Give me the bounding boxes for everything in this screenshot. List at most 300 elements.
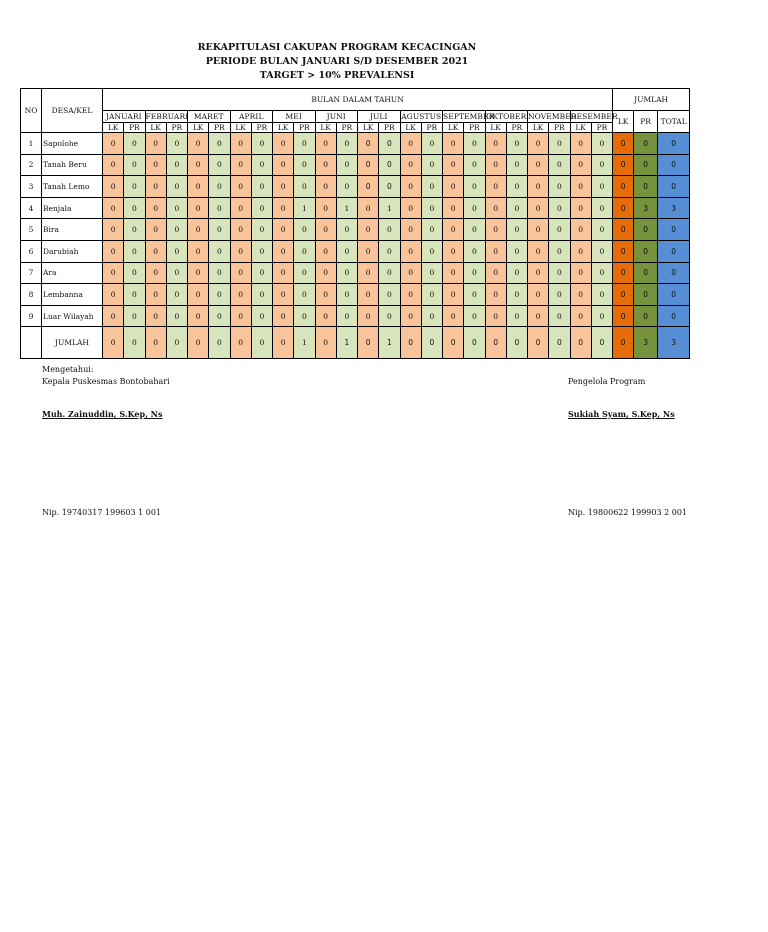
- lk-cell: 0: [103, 284, 124, 306]
- pr-cell: 0: [251, 176, 272, 198]
- right-signer-nip: Nip. 19800622 199903 2 001: [568, 508, 688, 517]
- pr-cell: 0: [336, 176, 357, 198]
- total-lk-cell: 0: [613, 176, 634, 198]
- lk-cell: 0: [443, 197, 464, 219]
- row-number: 1: [21, 133, 42, 155]
- pr-cell: 0: [251, 154, 272, 176]
- pr-cell: 0: [124, 305, 145, 327]
- row-number: 2: [21, 154, 42, 176]
- total-cell: 0: [658, 219, 690, 241]
- pr-cell: 0: [379, 133, 400, 155]
- lk-cell: 0: [273, 197, 294, 219]
- lk-cell: 0: [443, 219, 464, 241]
- lk-subheader: LK: [188, 123, 209, 133]
- lk-cell: 0: [528, 284, 549, 306]
- lk-cell: 0: [188, 240, 209, 262]
- pr-cell: 0: [421, 197, 442, 219]
- total-pr-cell: 0: [634, 154, 658, 176]
- row-number: 3: [21, 176, 42, 198]
- pr-cell: 0: [421, 154, 442, 176]
- lk-cell: 0: [400, 284, 421, 306]
- desa-name: Darubiah: [42, 240, 103, 262]
- lk-cell: 0: [443, 133, 464, 155]
- desa-name: Tanah Lemo: [42, 176, 103, 198]
- lk-cell: 0: [188, 219, 209, 241]
- lk-cell: 0: [230, 284, 251, 306]
- pr-cell: 0: [251, 305, 272, 327]
- pr-cell: 0: [591, 133, 612, 155]
- left-signer-nip: Nip. 19740317 199603 1 001: [42, 508, 162, 517]
- lk-cell: 0: [400, 262, 421, 284]
- report-period: PERIODE BULAN JANUARI S/D DESEMBER 2021: [205, 56, 469, 67]
- lk-cell: 0: [570, 284, 591, 306]
- pr-cell: 0: [464, 176, 485, 198]
- lk-subheader: LK: [230, 123, 251, 133]
- total-pr-cell: 0: [634, 240, 658, 262]
- lk-cell: 0: [485, 284, 506, 306]
- lk-cell: 0: [145, 133, 166, 155]
- pr-cell: 0: [336, 262, 357, 284]
- pr-subheader: PR: [421, 123, 442, 133]
- lk-cell: 0: [273, 154, 294, 176]
- desa-name: Tanah Beru: [42, 154, 103, 176]
- pr-cell: 0: [549, 240, 570, 262]
- lk-cell: 0: [485, 197, 506, 219]
- pr-cell: 0: [506, 305, 527, 327]
- pr-cell: 0: [251, 262, 272, 284]
- pr-cell: 0: [379, 262, 400, 284]
- table-row: [21, 305, 690, 327]
- table-row: [21, 219, 690, 241]
- pr-cell: 0: [464, 240, 485, 262]
- pr-cell: 0: [336, 219, 357, 241]
- pr-cell: 0: [209, 197, 230, 219]
- total-pr-cell: 3: [634, 197, 658, 219]
- lk-cell: 0: [188, 197, 209, 219]
- lk-cell: 0: [315, 154, 336, 176]
- total-lk-cell: 0: [613, 262, 634, 284]
- pr-cell: 0: [251, 240, 272, 262]
- lk-cell: 0: [273, 219, 294, 241]
- pr-cell: 1: [336, 327, 357, 359]
- pr-cell: 0: [124, 133, 145, 155]
- lk-cell: 0: [188, 305, 209, 327]
- pr-cell: 0: [124, 176, 145, 198]
- lk-cell: 0: [145, 327, 166, 359]
- total-header: TOTAL: [658, 111, 690, 133]
- pr-cell: 0: [464, 327, 485, 359]
- lk-cell: 0: [570, 176, 591, 198]
- lk-cell: 0: [273, 240, 294, 262]
- pr-cell: 0: [549, 176, 570, 198]
- pr-cell: 0: [464, 133, 485, 155]
- total-pr-cell: 0: [634, 305, 658, 327]
- lk-cell: 0: [485, 305, 506, 327]
- pr-cell: 0: [209, 262, 230, 284]
- total-cell: 0: [658, 154, 690, 176]
- table-row: [21, 133, 690, 155]
- mengetahui-label: Mengetahui:: [42, 365, 94, 374]
- pr-cell: 0: [549, 219, 570, 241]
- month-header: JULI: [358, 111, 401, 123]
- total-lk-cell: 0: [613, 219, 634, 241]
- pr-cell: 0: [464, 197, 485, 219]
- pr-cell: 0: [549, 133, 570, 155]
- lk-cell: 0: [400, 327, 421, 359]
- lk-cell: 0: [188, 262, 209, 284]
- pr-cell: 0: [506, 176, 527, 198]
- lk-cell: 0: [528, 262, 549, 284]
- total-lk-cell: 0: [613, 197, 634, 219]
- lk-cell: 0: [443, 305, 464, 327]
- lk-cell: 0: [358, 240, 379, 262]
- pr-cell: 0: [336, 284, 357, 306]
- lk-cell: 0: [145, 262, 166, 284]
- pr-cell: 0: [124, 219, 145, 241]
- month-header: MARET: [188, 111, 231, 123]
- month-header: APRIL: [230, 111, 273, 123]
- pr-cell: 0: [166, 327, 187, 359]
- lk-cell: 0: [230, 133, 251, 155]
- pr-cell: 0: [379, 176, 400, 198]
- lk-cell: 0: [315, 240, 336, 262]
- desa-name: Bira: [42, 219, 103, 241]
- pr-cell: 0: [591, 197, 612, 219]
- total-lk-cell: 0: [613, 133, 634, 155]
- recap-table: [20, 88, 690, 359]
- pr-cell: 0: [506, 262, 527, 284]
- report-title: REKAPITULASI CAKUPAN PROGRAM KECACINGAN: [197, 42, 477, 53]
- total-cell: 3: [658, 197, 690, 219]
- pr-cell: 0: [251, 219, 272, 241]
- lk-cell: 0: [570, 219, 591, 241]
- pr-cell: 0: [166, 197, 187, 219]
- pr-subheader: PR: [464, 123, 485, 133]
- pr-cell: 0: [336, 305, 357, 327]
- pr-cell: 0: [166, 240, 187, 262]
- lk-cell: 0: [485, 154, 506, 176]
- pr-cell: 0: [294, 219, 315, 241]
- report-target: TARGET > 10% PREVALENSI: [259, 70, 415, 81]
- desa-name: Ara: [42, 262, 103, 284]
- lk-cell: 0: [273, 133, 294, 155]
- total-pr-cell: 0: [634, 219, 658, 241]
- lk-cell: 0: [485, 219, 506, 241]
- pr-cell: 0: [421, 219, 442, 241]
- month-header: NOVEMBER: [528, 112, 577, 121]
- pr-cell: 0: [591, 284, 612, 306]
- lk-cell: 0: [315, 197, 336, 219]
- pr-cell: 0: [294, 284, 315, 306]
- lk-cell: 0: [103, 176, 124, 198]
- month-header: AGUSTUS: [401, 112, 442, 121]
- lk-cell: 0: [570, 154, 591, 176]
- pr-cell: 0: [166, 284, 187, 306]
- total-cell: 0: [658, 176, 690, 198]
- pr-cell: 0: [294, 133, 315, 155]
- pr-cell: 1: [379, 327, 400, 359]
- total-cell: 0: [658, 262, 690, 284]
- pr-cell: 0: [464, 262, 485, 284]
- lk-cell: 0: [443, 327, 464, 359]
- lk-subheader: LK: [273, 123, 294, 133]
- lk-cell: 0: [400, 176, 421, 198]
- month-header: MEI: [273, 111, 316, 123]
- table-row: [21, 240, 690, 262]
- total-pr-cell: 0: [634, 284, 658, 306]
- month-header: JUNI: [315, 111, 358, 123]
- lk-cell: 0: [528, 133, 549, 155]
- lk-cell: 0: [443, 154, 464, 176]
- pr-cell: 0: [379, 305, 400, 327]
- pr-cell: 0: [379, 284, 400, 306]
- pr-cell: 0: [251, 197, 272, 219]
- pr-cell: 0: [591, 327, 612, 359]
- lk-cell: 0: [528, 305, 549, 327]
- total-lk-cell: 0: [613, 327, 634, 359]
- lk-cell: 0: [230, 219, 251, 241]
- pr-cell: 0: [294, 176, 315, 198]
- month-header: SEPTEMBER: [443, 112, 495, 121]
- pr-cell: 0: [209, 133, 230, 155]
- lk-cell: 0: [103, 197, 124, 219]
- lk-cell: 0: [273, 305, 294, 327]
- pr-cell: 0: [209, 327, 230, 359]
- total-pr-cell: 3: [634, 327, 658, 359]
- lk-cell: 0: [230, 240, 251, 262]
- pr-cell: 0: [464, 154, 485, 176]
- lk-cell: 0: [570, 197, 591, 219]
- lk-cell: 0: [528, 240, 549, 262]
- bulan-header: BULAN DALAM TAHUN: [103, 89, 613, 111]
- lk-cell: 0: [188, 176, 209, 198]
- total-lk-header: LK: [613, 111, 634, 133]
- pr-cell: 0: [209, 284, 230, 306]
- table-row: [21, 284, 690, 306]
- lk-cell: 0: [528, 176, 549, 198]
- lk-subheader: LK: [570, 123, 591, 133]
- lk-cell: 0: [358, 305, 379, 327]
- pr-cell: 0: [549, 197, 570, 219]
- lk-cell: 0: [485, 240, 506, 262]
- pr-cell: 0: [336, 133, 357, 155]
- pr-cell: 0: [166, 154, 187, 176]
- pr-cell: 0: [506, 154, 527, 176]
- pr-cell: 0: [506, 219, 527, 241]
- pr-cell: 0: [166, 262, 187, 284]
- pr-cell: 0: [549, 327, 570, 359]
- lk-cell: 0: [145, 176, 166, 198]
- pr-cell: 0: [209, 305, 230, 327]
- pr-cell: 1: [336, 197, 357, 219]
- right-signer-title: Pengelola Program: [568, 377, 646, 386]
- lk-subheader: LK: [528, 123, 549, 133]
- pr-cell: 0: [591, 154, 612, 176]
- pr-cell: 0: [421, 305, 442, 327]
- pr-cell: 0: [166, 305, 187, 327]
- lk-subheader: LK: [315, 123, 336, 133]
- pr-cell: 0: [124, 240, 145, 262]
- pr-subheader: PR: [251, 123, 272, 133]
- lk-cell: 0: [145, 284, 166, 306]
- pr-cell: 0: [251, 284, 272, 306]
- lk-cell: 0: [528, 154, 549, 176]
- table-row: [21, 154, 690, 176]
- lk-subheader: LK: [485, 123, 506, 133]
- row-number: 6: [21, 240, 42, 262]
- lk-cell: 0: [485, 327, 506, 359]
- pr-cell: 0: [209, 154, 230, 176]
- row-number: 7: [21, 262, 42, 284]
- lk-cell: 0: [230, 154, 251, 176]
- lk-cell: 0: [443, 176, 464, 198]
- lk-cell: 0: [400, 305, 421, 327]
- lk-cell: 0: [273, 327, 294, 359]
- pr-subheader: PR: [209, 123, 230, 133]
- lk-cell: 0: [400, 240, 421, 262]
- pr-cell: 0: [591, 262, 612, 284]
- pr-cell: 0: [549, 305, 570, 327]
- pr-cell: 0: [549, 262, 570, 284]
- lk-subheader: LK: [145, 123, 166, 133]
- pr-cell: 0: [294, 154, 315, 176]
- lk-cell: 0: [570, 133, 591, 155]
- desa-header: DESA/KEL: [42, 89, 103, 133]
- lk-cell: 0: [358, 154, 379, 176]
- pr-cell: 0: [591, 305, 612, 327]
- pr-cell: 0: [421, 327, 442, 359]
- pr-cell: 0: [379, 154, 400, 176]
- pr-cell: 0: [336, 154, 357, 176]
- lk-cell: 0: [230, 305, 251, 327]
- lk-cell: 0: [103, 305, 124, 327]
- pr-cell: 0: [209, 219, 230, 241]
- pr-cell: 0: [294, 305, 315, 327]
- lk-cell: 0: [230, 262, 251, 284]
- desa-name: Luar Wilayah: [42, 305, 103, 327]
- total-pr-cell: 0: [634, 262, 658, 284]
- lk-cell: 0: [443, 240, 464, 262]
- lk-cell: 0: [443, 262, 464, 284]
- pr-cell: 0: [421, 240, 442, 262]
- total-cell: 0: [658, 240, 690, 262]
- pr-cell: 1: [379, 197, 400, 219]
- pr-subheader: PR: [166, 123, 187, 133]
- lk-cell: 0: [188, 154, 209, 176]
- pr-subheader: PR: [124, 123, 145, 133]
- lk-cell: 0: [358, 197, 379, 219]
- pr-cell: 0: [209, 240, 230, 262]
- lk-cell: 0: [103, 327, 124, 359]
- pr-cell: 0: [549, 284, 570, 306]
- lk-cell: 0: [315, 219, 336, 241]
- pr-cell: 0: [506, 327, 527, 359]
- table-row: [21, 197, 690, 219]
- pr-cell: 0: [209, 176, 230, 198]
- total-lk-cell: 0: [613, 284, 634, 306]
- lk-cell: 0: [528, 197, 549, 219]
- lk-cell: 0: [315, 133, 336, 155]
- jumlah-header: JUMLAH: [613, 89, 690, 111]
- pr-cell: 0: [336, 240, 357, 262]
- pr-cell: 0: [591, 176, 612, 198]
- pr-cell: 0: [124, 197, 145, 219]
- lk-cell: 0: [400, 133, 421, 155]
- pr-subheader: PR: [506, 123, 527, 133]
- lk-cell: 0: [358, 262, 379, 284]
- lk-cell: 0: [358, 284, 379, 306]
- total-pr-cell: 0: [634, 176, 658, 198]
- lk-cell: 0: [315, 262, 336, 284]
- lk-cell: 0: [485, 176, 506, 198]
- month-header: DESEMBER: [570, 112, 618, 121]
- pr-cell: 0: [124, 262, 145, 284]
- lk-cell: 0: [485, 133, 506, 155]
- total-cell: 0: [658, 305, 690, 327]
- lk-cell: 0: [485, 262, 506, 284]
- month-header: OKTOBER: [486, 112, 527, 121]
- lk-cell: 0: [145, 305, 166, 327]
- desa-name: Sapolohe: [42, 133, 103, 155]
- lk-cell: 0: [103, 262, 124, 284]
- lk-cell: 0: [188, 284, 209, 306]
- row-number: 5: [21, 219, 42, 241]
- pr-cell: 1: [294, 327, 315, 359]
- lk-cell: 0: [570, 327, 591, 359]
- pr-subheader: PR: [591, 123, 612, 133]
- pr-cell: 0: [379, 219, 400, 241]
- pr-cell: 0: [166, 133, 187, 155]
- lk-cell: 0: [400, 197, 421, 219]
- pr-cell: 0: [549, 154, 570, 176]
- lk-cell: 0: [145, 154, 166, 176]
- pr-cell: 0: [506, 133, 527, 155]
- pr-cell: 0: [294, 262, 315, 284]
- pr-subheader: PR: [549, 123, 570, 133]
- table-row: [21, 176, 690, 198]
- lk-cell: 0: [273, 262, 294, 284]
- lk-cell: 0: [230, 327, 251, 359]
- lk-cell: 0: [570, 305, 591, 327]
- total-lk-cell: 0: [613, 240, 634, 262]
- pr-cell: 0: [421, 262, 442, 284]
- pr-cell: 0: [506, 240, 527, 262]
- lk-cell: 0: [273, 284, 294, 306]
- lk-cell: 0: [103, 219, 124, 241]
- pr-subheader: PR: [379, 123, 400, 133]
- lk-cell: 0: [188, 327, 209, 359]
- pr-cell: 0: [591, 240, 612, 262]
- left-signer-title: Kepala Puskesmas Bontobahari: [42, 377, 170, 386]
- desa-name: Lembanna: [42, 284, 103, 306]
- lk-cell: 0: [528, 219, 549, 241]
- lk-cell: 0: [188, 133, 209, 155]
- jumlah-row: [21, 327, 690, 359]
- pr-subheader: PR: [294, 123, 315, 133]
- pr-cell: 0: [166, 176, 187, 198]
- pr-cell: 0: [506, 197, 527, 219]
- lk-cell: 0: [315, 284, 336, 306]
- pr-cell: 0: [464, 305, 485, 327]
- pr-cell: 0: [421, 176, 442, 198]
- lk-cell: 0: [358, 327, 379, 359]
- lk-subheader: LK: [443, 123, 464, 133]
- lk-cell: 0: [358, 219, 379, 241]
- lk-cell: 0: [103, 133, 124, 155]
- no-header: NO: [21, 89, 42, 133]
- lk-cell: 0: [443, 284, 464, 306]
- lk-cell: 0: [230, 176, 251, 198]
